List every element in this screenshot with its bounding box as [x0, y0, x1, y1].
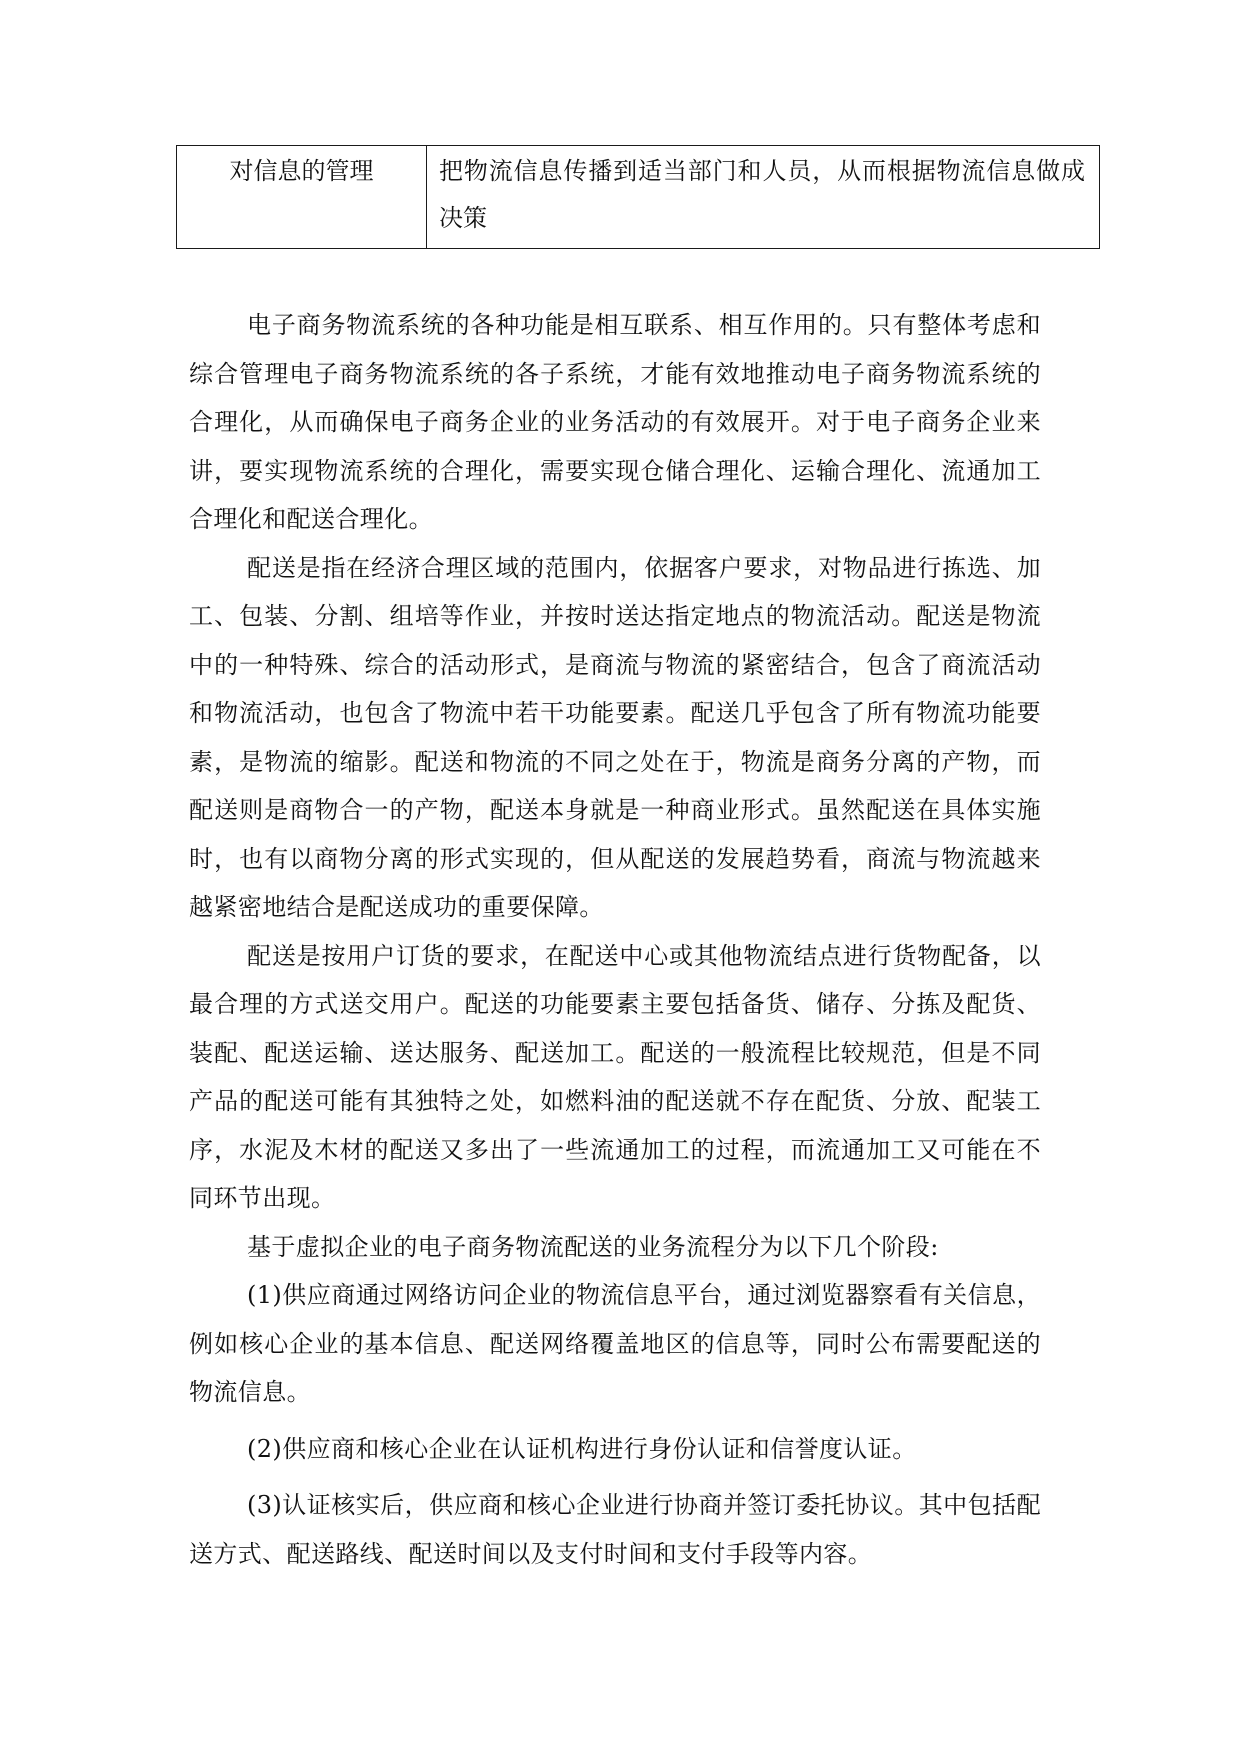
table-row: [177, 146, 1100, 249]
step-3: (3)认证核实后，供应商和核心企业进行协商并签订委托协议。其中包括配送方式、配送路线、配送时间以及支付时间和支付手段等内容。: [189, 1491, 1041, 1568]
function-table: [176, 145, 1100, 249]
paragraph-distribution-elements: 配送是按用户订货的要求，在配送中心或其他物流结点进行货物配备，以最合理的方式送交用户。配送的功能要素主要包括备货、储存、分拣及配货、装配、配送运输、送达服务、配送加工。配送的一般流程比较规范，但是不同产品的配送可能有其独特之处，如燃料油的配送就不存在配货、分放、配装工序，水泥及木材的配送又多出了一些流通加工的过程，而流通加工又可能在不同环节出现。: [189, 941, 1041, 1212]
body-text: [189, 301, 1041, 1578]
paragraph-distribution-definition: 配送是指在经济合理区域的范围内，依据客户要求，对物品进行拣选、加工、包装、分割、组培等作业，并按时送达指定地点的物流活动。配送是物流中的一种特殊、综合的活动形式，是商流与物流的紧密结合，包含了商流活动和物流活动，也包含了物流中若干功能要素。配送几乎包含了所有物流功能要素，是物流的缩影。配送和物流的不同之处在于，物流是商务分离的产物，而配送则是商物合一的产物，配送本身就是一种商业形式。虽然配送在具体实施时，也有以商物分离的形式实现的，但从配送的发展趋势看，商流与物流越来越紧密地结合是配送成功的重要保障。: [189, 553, 1041, 921]
step-1: (1)供应商通过网络访问企业的物流信息平台，通过浏览器察看有关信息，例如核心企业的基本信息、配送网络覆盖地区的信息等，同时公布需要配送的物流信息。: [189, 1281, 1041, 1406]
paragraph-process-intro: 基于虚拟企业的电子商务物流配送的业务流程分为以下几个阶段:: [247, 1232, 939, 1261]
paragraph-system-functions: 电子商务物流系统的各种功能是相互联系、相互作用的。只有整体考虑和综合管理电子商务物流系统的各子系统，才能有效地推动电子商务物流系统的合理化，从而确保电子商务企业的业务活动的有效展开。对于电子商务企业来讲，要实现物流系统的合理化，需要实现仓储合理化、运输合理化、流通加工合理化和配送合理化。: [189, 311, 1041, 533]
table-cell-description: 把物流信息传播到适当部门和人员，从而根据物流信息做成决策: [427, 146, 1100, 249]
step-2: (2)供应商和核心企业在认证机构进行身份认证和信誉度认证。: [247, 1434, 917, 1463]
table-cell-label: 对信息的管理: [177, 146, 427, 249]
